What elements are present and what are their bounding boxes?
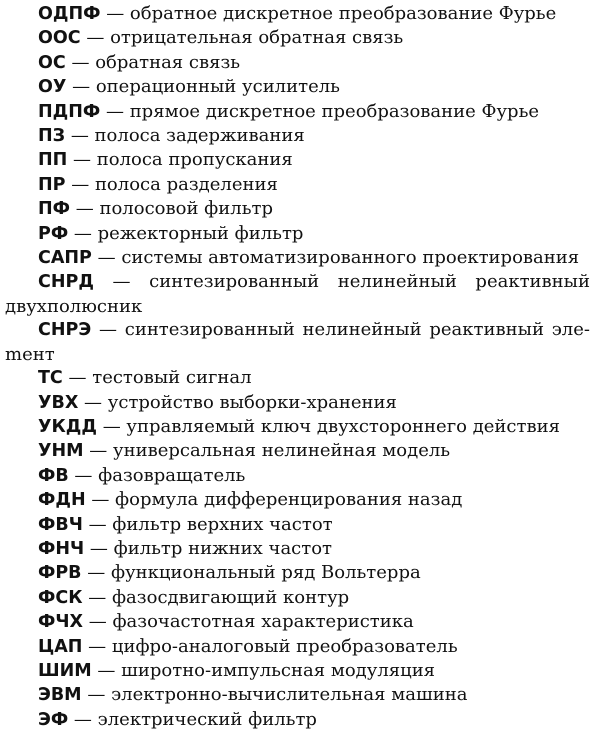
abbreviation-definition: функциональный ряд Вольтерра bbox=[110, 562, 421, 584]
abbreviation-entry bbox=[5, 488, 590, 512]
abbreviation-entry bbox=[5, 100, 590, 124]
abbreviation-definition: операционный усилитель bbox=[95, 76, 340, 98]
entry-separator: — bbox=[81, 562, 111, 584]
abbreviation-term: ФРВ bbox=[38, 563, 82, 584]
entry-separator: — bbox=[91, 247, 122, 269]
abbreviation-entry bbox=[5, 270, 590, 318]
abbreviation-definition: фильтр верхних частот bbox=[112, 513, 333, 535]
entry-separator: — bbox=[83, 611, 113, 633]
entry-separator: — bbox=[100, 100, 130, 122]
abbreviation-definition: обратная связь bbox=[95, 51, 241, 73]
abbreviation-definition: широтно-импульсная модуляция bbox=[121, 659, 436, 681]
abbreviation-definition: формула дифференцирования назад bbox=[115, 489, 463, 511]
abbreviation-entry bbox=[5, 391, 590, 415]
abbreviation-definition: прямое дискретное преобразование Фурье bbox=[129, 100, 540, 122]
entry-separator: — bbox=[65, 173, 95, 195]
abbreviation-term: ПП bbox=[38, 150, 68, 171]
abbreviation-definition: полосовой фильтр bbox=[99, 198, 273, 220]
abbreviation-definition: системы автоматизированного проектирования bbox=[121, 247, 580, 269]
abbreviation-definition: электронно-вычислительная машина bbox=[111, 684, 468, 706]
abbreviation-term: ОУ bbox=[38, 77, 67, 98]
abbreviation-entry bbox=[5, 586, 590, 610]
abbreviation-term: ФЧХ bbox=[38, 612, 83, 633]
abbreviation-entry bbox=[5, 708, 590, 732]
abbreviation-entry bbox=[5, 464, 590, 488]
abbreviation-term: РФ bbox=[38, 223, 69, 244]
abbreviation-entry bbox=[5, 366, 590, 390]
entry-separator: — bbox=[96, 415, 127, 437]
abbreviation-definition: универсальная нелинейная модель bbox=[113, 440, 451, 462]
abbreviation-term: ПЗ bbox=[38, 126, 66, 147]
abbreviation-definition: фазовращатель bbox=[98, 464, 246, 486]
entry-separator: — bbox=[80, 27, 111, 49]
abbreviation-entry bbox=[5, 683, 590, 707]
abbreviation-entry bbox=[5, 610, 590, 634]
abbreviation-definition: фазосдвигающий контур bbox=[111, 586, 350, 608]
abbreviation-definition: тестовый сигнал bbox=[92, 367, 252, 389]
abbreviation-definition: электрический фильтр bbox=[97, 708, 317, 730]
entry-separator: — bbox=[83, 440, 114, 462]
abbreviation-entry bbox=[5, 124, 590, 148]
abbreviation-term: СНРЭ bbox=[38, 320, 92, 341]
abbreviation-entry bbox=[5, 148, 590, 172]
abbreviation-term: ОДПФ bbox=[38, 4, 101, 24]
abbreviation-definition: режекторный фильтр bbox=[97, 222, 304, 244]
abbreviation-definition: синтезированный нелинейный реактивный элеmент bbox=[5, 319, 590, 365]
abbreviation-term: СНРД bbox=[38, 272, 94, 293]
entry-separator: — bbox=[84, 537, 114, 559]
entry-separator: — bbox=[67, 149, 97, 171]
abbreviation-entry bbox=[5, 51, 590, 75]
entry-separator: — bbox=[66, 76, 96, 98]
abbreviation-entry bbox=[5, 415, 590, 439]
abbreviation-term: УКДД bbox=[38, 416, 97, 437]
abbreviation-term: ТС bbox=[38, 368, 63, 389]
abbreviation-entry bbox=[5, 26, 590, 50]
abbreviation-entry bbox=[5, 197, 590, 221]
entry-separator: — bbox=[70, 198, 100, 220]
abbreviation-term: ЭВМ bbox=[38, 685, 82, 706]
abbreviation-term: ФВ bbox=[38, 465, 69, 486]
abbreviation-entry bbox=[5, 659, 590, 683]
entry-separator: — bbox=[78, 391, 108, 413]
entry-separator: — bbox=[68, 222, 98, 244]
abbreviation-definition: отрицательная обратная связь bbox=[110, 27, 404, 49]
abbreviation-term: ООС bbox=[38, 28, 81, 49]
entry-separator: — bbox=[100, 3, 130, 24]
entry-separator: — bbox=[93, 271, 150, 293]
entry-separator: — bbox=[68, 464, 99, 486]
abbreviation-definition: обратное дискретное преобразование Фурье bbox=[129, 3, 557, 24]
abbreviation-term: УНМ bbox=[38, 441, 84, 462]
abbreviation-definition: фильтр нижних частот bbox=[113, 537, 333, 559]
abbreviation-definition: фазочастотная характеристика bbox=[112, 611, 414, 633]
abbreviation-definition: полоса задерживания bbox=[94, 125, 305, 147]
entry-separator: — bbox=[82, 586, 112, 608]
abbreviation-entry bbox=[5, 561, 590, 585]
abbreviation-term: ШИМ bbox=[38, 660, 92, 681]
entry-separator: — bbox=[82, 635, 112, 657]
abbreviation-entry bbox=[5, 513, 590, 537]
abbreviation-term: ПФ bbox=[38, 199, 71, 220]
abbreviation-definition: цифро-аналоговый преобразователь bbox=[111, 635, 458, 657]
abbreviation-entry bbox=[5, 173, 590, 197]
abbreviation-term: САПР bbox=[38, 248, 92, 269]
entry-separator: — bbox=[65, 51, 96, 73]
abbreviation-definition: синтезированный нелинейный реактивный двухполюсник bbox=[5, 271, 590, 317]
entry-separator: — bbox=[62, 367, 93, 389]
abbreviation-entry bbox=[5, 75, 590, 99]
abbreviation-entry bbox=[5, 439, 590, 463]
abbreviation-term: ФНЧ bbox=[38, 538, 85, 559]
abbreviation-definition: полоса разделения bbox=[94, 173, 278, 195]
abbreviation-term: ФВЧ bbox=[38, 514, 83, 535]
entry-separator: — bbox=[85, 489, 116, 511]
abbreviation-definition: устройство выборки-хранения bbox=[107, 391, 397, 413]
entry-separator: — bbox=[81, 684, 112, 706]
abbreviation-term: ОС bbox=[38, 52, 66, 73]
abbreviation-entry bbox=[5, 222, 590, 246]
abbreviation-term: ФДН bbox=[38, 490, 86, 511]
abbreviation-entry bbox=[5, 246, 590, 270]
abbreviation-entry bbox=[5, 318, 590, 366]
abbreviation-definition: полоса пропускания bbox=[96, 149, 293, 171]
entry-separator: — bbox=[91, 319, 125, 341]
abbreviation-term: ЦАП bbox=[38, 636, 83, 657]
abbreviation-term: ПДПФ bbox=[38, 101, 101, 122]
entry-separator: — bbox=[91, 659, 122, 681]
entry-separator: — bbox=[68, 708, 98, 730]
abbreviation-term: ЭФ bbox=[38, 709, 69, 730]
entry-separator: — bbox=[65, 125, 95, 147]
abbreviation-term: ПР bbox=[38, 174, 66, 195]
abbreviation-entry bbox=[5, 635, 590, 659]
abbreviation-definition: управляемый ключ двухстороннего действия bbox=[126, 415, 560, 437]
abbreviation-term: ФСК bbox=[38, 587, 83, 608]
abbreviation-entry bbox=[5, 2, 590, 26]
entry-separator: — bbox=[82, 513, 113, 535]
abbreviation-entry bbox=[5, 537, 590, 561]
abbreviation-term: УВХ bbox=[38, 392, 79, 413]
